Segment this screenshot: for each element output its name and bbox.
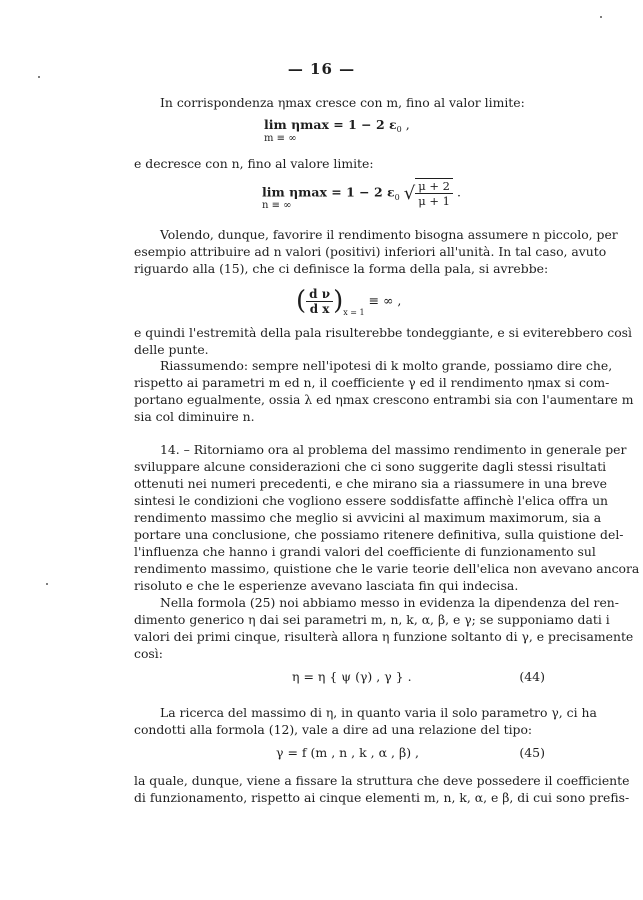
- paragraph-line: Volendo, dunque, favorire il rendimento bisogna assumere n piccolo, per: [160, 227, 618, 242]
- limit-condition: m ≡ ∞: [264, 133, 297, 144]
- fraction-numerator: d ν: [306, 287, 333, 302]
- equation-lhs: lim ηmax = 1 − 2 ε: [262, 184, 395, 200]
- paragraph-line: riguardo alla (15), che ci definisce la forma della pala, si avrebbe:: [134, 261, 549, 276]
- equation-limit-n: lim ηmax = 1 − 2 $\varepsilon_0$ √ $\frac{\mu + 2}{\mu + 1}$ .: [262, 179, 461, 208]
- paragraph-line: In corrispondenza ηmax cresce con m, fino al valor limite:: [160, 95, 525, 110]
- paragraph-line: rendimento massimo, quistione che le varie teorie dell'elica non avevano ancora: [134, 561, 640, 576]
- scan-speck: [600, 16, 602, 18]
- paragraph-line: rendimento massimo che meglio si avvicini al maximum maximorum, sia a: [134, 510, 602, 525]
- derivative-fraction: [306, 287, 333, 316]
- paragraph-line: ottenuti nei numeri precedenti, e che mirano sia a riassumere in una breve: [134, 476, 607, 491]
- equation-derivative: ( $\frac{\text{d ν}}{\text{d x}}$ )$_{x = 1}$ ≡ ∞ ,: [296, 286, 402, 317]
- equation-lhs: lim ηmax = 1 − 2 ε: [264, 117, 397, 132]
- paragraph-line: portare una conclusione, che possiamo ritenere definitiva, sulla quistione del-: [134, 527, 624, 542]
- paragraph-line: e decresce con n, fino al valore limite:: [134, 156, 374, 171]
- equation-subscript: x = 1: [343, 308, 365, 317]
- paragraph-line: Nella formola (25) noi abbiamo messo in evidenza la dipendenza del ren-: [160, 595, 619, 610]
- paragraph-line: così:: [134, 646, 163, 661]
- equation-tail: .: [456, 184, 461, 200]
- limit-condition: n ≡ ∞: [262, 200, 292, 211]
- paragraph-line: condotti alla formola (12), vale a dire ad una relazione del tipo:: [134, 722, 533, 737]
- equation-fraction: [415, 178, 453, 208]
- page-number: — 16 —: [287, 60, 356, 78]
- scan-speck: [46, 583, 48, 585]
- equation-tail: ,: [401, 117, 410, 132]
- paragraph-line: valori dei primi cinque, risulterà allora η funzione soltanto di γ, e precisamente: [134, 629, 634, 644]
- paragraph-line: e quindi l'estremità della pala risulterebbe tondeggiante, e si eviterebbero così: [134, 325, 632, 340]
- paragraph-line: rispetto ai parametri m ed n, il coefficiente γ ed il rendimento ηmax si com-: [134, 375, 610, 390]
- equation-limit-m: [264, 117, 410, 132]
- equation-subscript: 0: [394, 192, 400, 202]
- paragraph-line: delle punte.: [134, 342, 209, 357]
- equation-rhs: ≡ ∞ ,: [368, 293, 402, 308]
- paragraph-line: la quale, dunque, viene a fissare la struttura che deve possedere il coefficiente: [134, 773, 630, 788]
- equation-number-44: (44): [519, 669, 545, 684]
- equation-44: η = η { ψ (γ) , γ } .: [292, 669, 412, 684]
- fraction-denominator: μ + 1: [418, 194, 450, 208]
- equation-number-45: (45): [519, 745, 545, 760]
- paragraph-line: Riassumendo: sempre nell'ipotesi di k molto grande, possiamo dire che,: [160, 358, 613, 373]
- paragraph-line: risoluto e che le esperienze avevano lasciata fin qui indecisa.: [134, 578, 519, 593]
- scan-speck: [38, 76, 40, 78]
- fraction-denominator: d x: [309, 302, 330, 316]
- paragraph-line: 14. – Ritorniamo ora al problema del massimo rendimento in generale per: [160, 442, 627, 457]
- equation-subscript: 0: [396, 125, 402, 134]
- paragraph-line: La ricerca del massimo di η, in quanto varia il solo parametro γ, ci ha: [160, 705, 597, 720]
- paragraph-line: di funzionamento, rispetto ai cinque elementi m, n, k, α, e β, di cui sono prefis-: [134, 790, 630, 805]
- equation-45: γ = f (m , n , k , α , β) ,: [276, 745, 420, 760]
- paragraph-line: sia col diminuire n.: [134, 409, 255, 424]
- paragraph-line: portano egualmente, ossia λ ed ηmax crescono entrambi sia con l'aumentare m: [134, 392, 634, 407]
- paragraph-line: dimento generico η dai sei parametri m, n, k, α, β, e γ; se supponiamo dati i: [134, 612, 610, 627]
- fraction-numerator: μ + 2: [415, 179, 453, 194]
- paragraph-line: sviluppare alcune considerazioni che ci sono suggerite dagli stessi risultati: [134, 459, 607, 474]
- paragraph-line: esempio attribuire ad n valori (positivi) inferiori all'unità. In tal caso, avuto: [134, 244, 607, 259]
- paragraph-line: sintesi le condizioni che vogliono essere soddisfatte affinchè l'elica offra un: [134, 493, 609, 508]
- paragraph-line: l'influenza che hanno i grandi valori del coefficiente di funzionamento sul: [134, 544, 596, 559]
